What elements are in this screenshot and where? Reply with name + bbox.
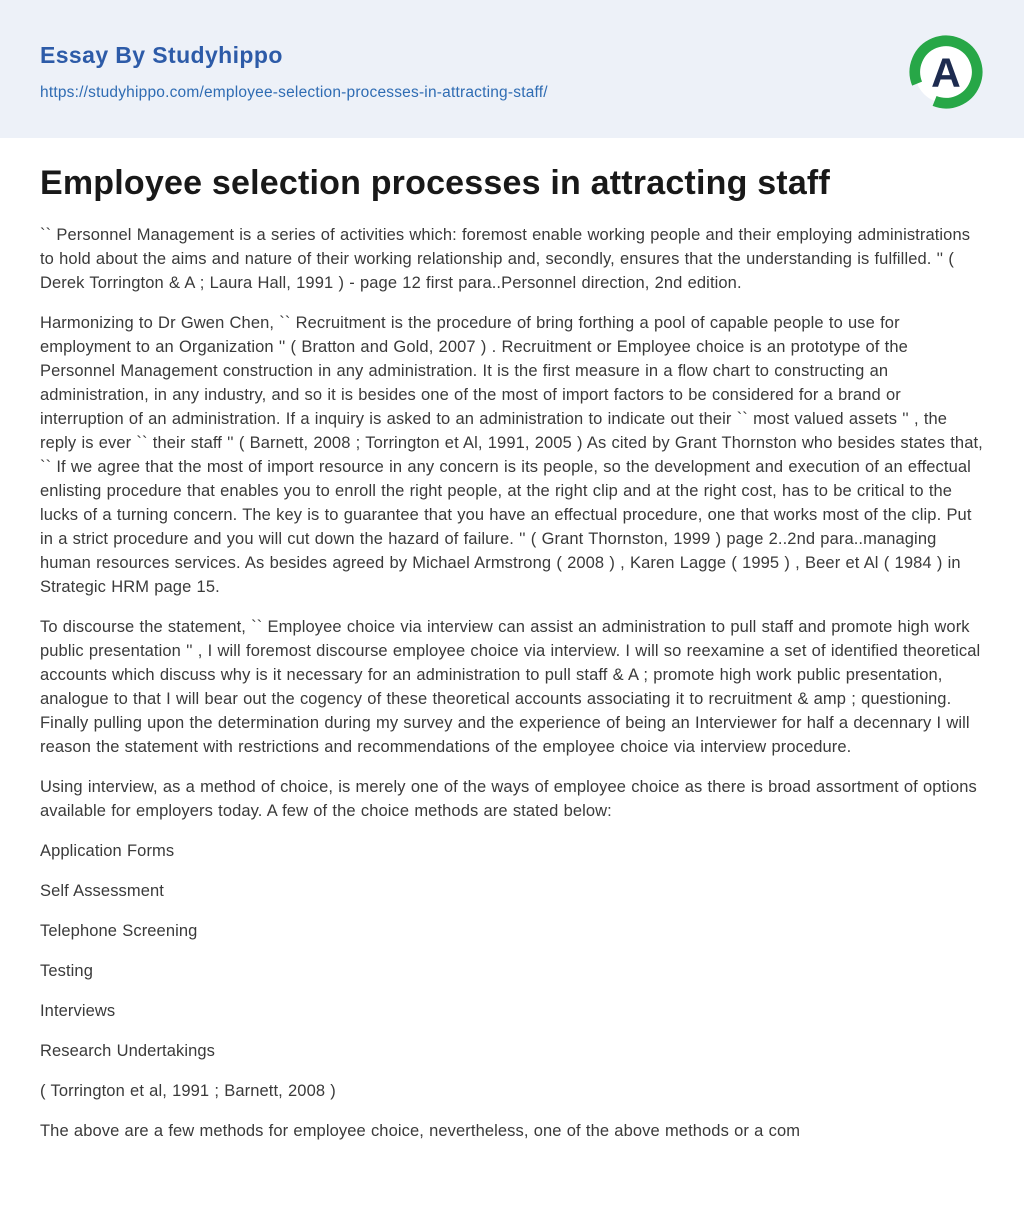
article-content <box>0 138 1024 1143</box>
header-text-block <box>40 42 548 102</box>
site-title: Essay By Studyhippo <box>40 42 283 68</box>
list-item-testing: Testing <box>40 962 93 981</box>
article-title: Employee selection processes in attracting staff <box>40 164 830 202</box>
list-item-research-undertakings: Research Undertakings <box>40 1042 216 1061</box>
studyhippo-logo-icon <box>908 34 984 110</box>
paragraph-intro-quote: `` Personnel Management is a series of activities which: foremost enable working people and their employing administrations to hold about the aims and nature of their working relationship and, secondly, ensures that the understanding is fulfilled. '' ( Derek Torrington & A ; Laura Hall, 1991 ) - page 12 first para..Personnel direction, 2nd edition. <box>40 226 971 293</box>
paragraph-closing-truncated: The above are a few methods for employee choice, nevertheless, one of the above methods or a com <box>40 1122 801 1141</box>
logo-letter: A <box>931 49 961 96</box>
paragraph-recruitment-definition: Harmonizing to Dr Gwen Chen, `` Recruitment is the procedure of bring forthing a pool of capable people to use for employment to an Organization '' ( Bratton and Gold, 2007 ) . Recruitment or Employee choice is an prototype of the Personnel Management construction in any administration. It is the first measure in a flow chart to constructing an administration, in any industry, and so it is besides one of the most of import factors to be considered for a brand or interruption of an administration. If a inquiry is asked to an administration to indicate out their `` most valued assets '' , the reply is ever `` their staff '' ( Barnett, 2008 ; Torrington et Al, 1991, 2005 ) As cited by Grant Thornston who besides states that, `` If we agree that the most of import resource in any concern is its people, so the development and execution of an effectual enlisting procedure that enables you to enroll the right people, at the right clip and at the right cost, has to be critical to the lucks of a turning concern. The key is to guarantee that you have an effectual procedure, one that works most of the clip. Put in a strict procedure and you will cut down the hazard of failure. '' ( Grant Thornston, 1999 ) page 2..2nd para..managing human resources services. As besides agreed by Michael Armstrong ( 2008 ) , Karen Lagge ( 1995 ) , Beer et Al ( 1984 ) in Strategic HRM page 15. <box>40 314 983 597</box>
list-item-application-forms: Application Forms <box>40 842 175 861</box>
paragraph-selection-methods-intro: Using interview, as a method of choice, is merely one of the ways of employee choice as there is broad assortment of options available for employers today. A few of the choice methods are stated below: <box>40 778 977 821</box>
list-item-telephone-screening: Telephone Screening <box>40 922 198 941</box>
list-item-interviews: Interviews <box>40 1002 116 1021</box>
article-url-link[interactable]: https://studyhippo.com/employee-selection-processes-in-attracting-staff/ <box>40 84 548 101</box>
studyhippo-logo[interactable] <box>908 34 984 110</box>
paragraph-statement-discussion: To discourse the statement, `` Employee choice via interview can assist an administration to pull staff and promote high work public presentation '' , I will foremost discourse employee choice via interview. I will so reexamine a set of identified theoretical accounts which discuss why is it necessary for an administration to pull staff & A ; promote high work public presentation, analogue to that I will bear out the cogency of these theoretical accounts associating it to recruitment & amp ; questioning. Finally pulling upon the determination during my survey and the experience of being an Interviewer for half a decennary I will reason the statement with restrictions and recommendations of the employee choice via interview procedure. <box>40 618 981 757</box>
site-header <box>0 0 1024 138</box>
paragraph-citation: ( Torrington et al, 1991 ; Barnett, 2008 ) <box>40 1082 336 1101</box>
list-item-self-assessment: Self Assessment <box>40 882 164 901</box>
